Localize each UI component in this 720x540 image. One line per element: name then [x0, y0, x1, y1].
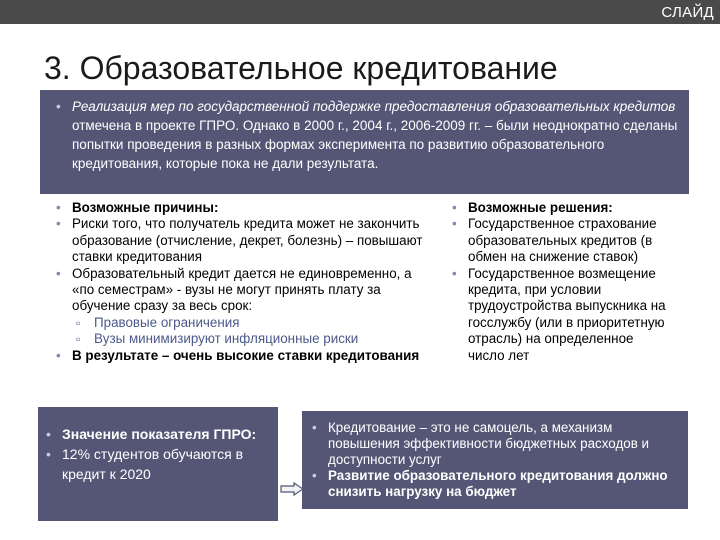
indicator-heading: Значение показателя ГПРО:: [62, 426, 257, 442]
solutions-heading: Возможные решения:: [468, 200, 613, 215]
causes-item-2: • Образовательный кредит дается не единовременно, а «по семестрам» - вузы не могут принять плату за обучение сразу за весь срок:: [72, 266, 432, 315]
causes-item-1: • Риски того, что получатель кредита может не закончить образование (отчисление, декрет, болезнь) – повышают ставки кредитования: [72, 216, 432, 265]
causes-heading: Возможные причины:: [72, 200, 219, 215]
causes-sub-1: ▫ Правовые ограничения: [94, 315, 432, 331]
slide-label: СЛАЙД: [661, 4, 714, 21]
causes-result: В результате – очень высокие ставки кредитования: [72, 347, 420, 363]
conclusion-item-1: • Кредитование – это не самоцель, а механизм повышения эффективности бюджетных расходов и доступности услуг: [328, 420, 684, 468]
causes-heading-item: [72, 200, 432, 216]
causes-list: [72, 200, 432, 364]
solutions-item-2: • Государственное возмещение кредита, при условии трудоустройства выпускника на госслужбу (или в приоритетную отрасль) на определенное число лет: [468, 266, 668, 364]
conclusion-text: [328, 420, 684, 500]
top-box-italic: Реализация мер по государственной поддержке предоставления образовательных кредитов: [72, 99, 676, 114]
conclusion-item-2: Развитие образовательного кредитования должно снизить нагрузку на бюджет: [328, 468, 668, 499]
solutions-list: [468, 200, 668, 364]
causes-result-item: [72, 348, 432, 364]
top-box-rest: отмечена в проекте ГПРО. Однако в 2000 г., 2004 г., 2006-2009 гг. – были неоднократно сделаны попытки проведения в разных формах эксперимента по развитию образовательного кредитования, которые пока не дали результата.: [72, 118, 678, 171]
conclusion-item-2-wrap: [328, 468, 684, 500]
indicator-text: [62, 424, 274, 484]
solutions-item-1: • Государственное страхование образовательных кредитов (в обмен на снижение ставок): [468, 216, 668, 265]
causes-sub-2: ▫ Вузы минимизируют инфляционные риски: [94, 331, 432, 347]
solutions-heading-item: [468, 200, 668, 216]
indicator-value: • 12% студентов обучаются в кредит к 2020: [62, 444, 274, 484]
top-box-item: [72, 97, 684, 173]
indicator-heading-item: [62, 424, 274, 444]
top-bar: [0, 0, 720, 24]
top-box-text: [72, 97, 684, 173]
slide-title: 3. Образовательное кредитование: [44, 50, 558, 86]
right-arrow-icon: [280, 482, 304, 496]
